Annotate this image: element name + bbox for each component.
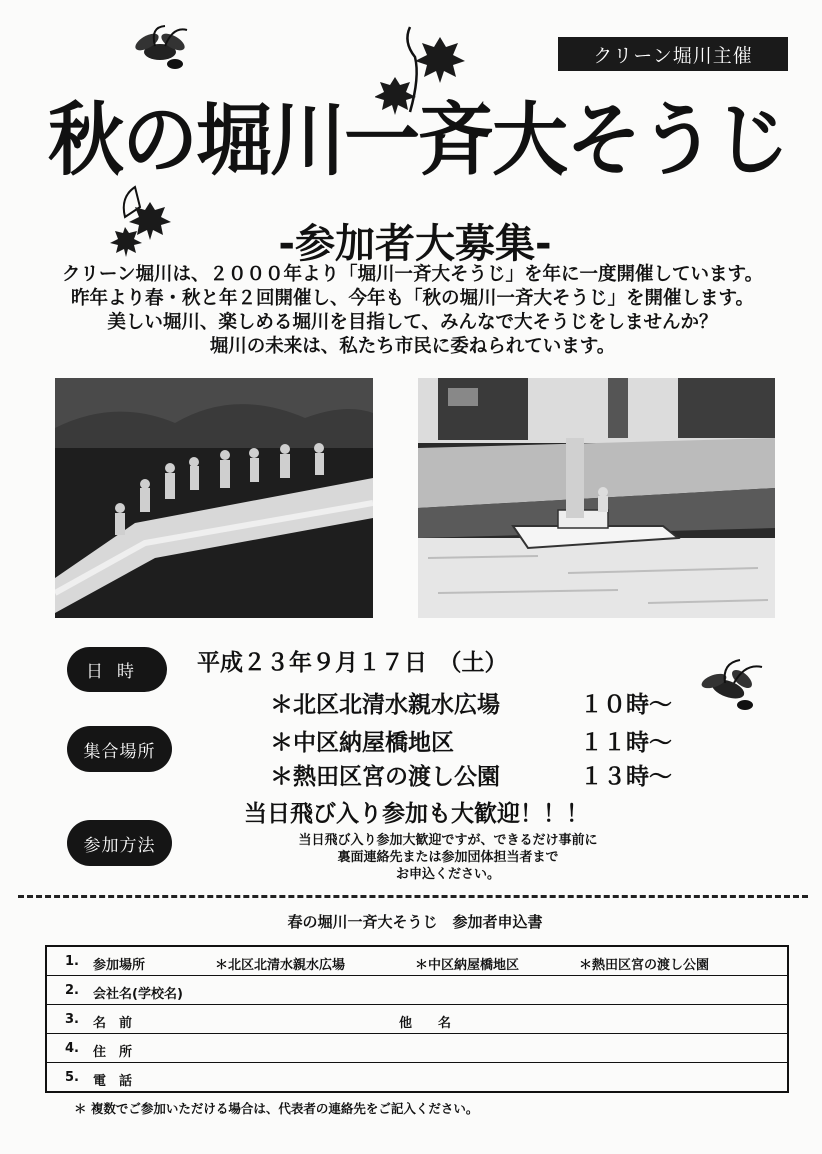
photo-river-boat — [418, 378, 775, 618]
method-note-line: 裏面連絡先または参加団体担当者まで — [337, 850, 559, 865]
intro-line: 堀川の未来は、私たち市民に委ねられています。 — [209, 336, 616, 357]
form-row-number: 3. — [65, 1012, 79, 1027]
intro-line: 美しい堀川、楽しめる堀川を目指して、みんなで大そうじをしませんか？ — [107, 312, 718, 333]
place-option[interactable]: ＊中区納屋橋地区 — [415, 958, 520, 973]
form-row-number: 1. — [65, 954, 79, 969]
venue-time: １０時～ — [580, 692, 672, 718]
form-row-name[interactable] — [47, 1005, 787, 1034]
form-row-place[interactable] — [47, 947, 787, 976]
venue-name: ＊中区納屋橋地区 — [270, 730, 454, 756]
organizer-badge: クリーン堀川主催 — [558, 37, 788, 71]
page-title: 秋の堀川一斉大そうじ — [48, 92, 788, 187]
ginkgo-maple-leaves-icon — [110, 182, 175, 262]
form-row-label: 参加場所 — [93, 958, 146, 973]
firefly-icon-right — [690, 657, 770, 717]
form-row-address[interactable] — [47, 1034, 787, 1063]
form-row-company[interactable] — [47, 976, 787, 1005]
cut-line — [18, 895, 808, 898]
method-note — [238, 832, 658, 883]
intro-line: クリーン堀川は、２０００年より「堀川一斉大そうじ」を年に一度開催しています。 — [61, 264, 764, 285]
venue-time: １１時～ — [580, 730, 672, 756]
form-row-phone[interactable] — [47, 1063, 787, 1092]
firefly-icon — [125, 22, 195, 77]
others-count-label: 他 名 — [399, 1016, 452, 1031]
form-row-label: 住 所 — [93, 1045, 133, 1060]
place-option[interactable]: ＊熱田区宮の渡し公園 — [579, 958, 710, 973]
form-row-number: 4. — [65, 1041, 79, 1056]
event-date: 平成２３年９月１７日 （土） — [197, 650, 508, 676]
form-row-label: 会社名(学校名) — [93, 987, 183, 1002]
form-row-label: 名 前 — [93, 1016, 133, 1031]
method-note-line: お申込ください。 — [395, 867, 500, 882]
place-label-pill: 集合場所 — [67, 726, 172, 772]
date-label-pill: 日時 — [67, 647, 167, 692]
venue-name: ＊熱田区宮の渡し公園 — [270, 764, 500, 790]
form-title: 春の堀川一斉大そうじ 参加者申込書 — [287, 913, 543, 931]
venue-name: ＊北区北清水親水広場 — [270, 692, 500, 718]
form-row-number: 2. — [65, 983, 79, 998]
place-option[interactable]: ＊北区北清水親水広場 — [215, 958, 346, 973]
page-subtitle: -参加者大募集- — [278, 221, 552, 267]
intro-line: 昨年より春・秋と年２回開催し、今年も「秋の堀川一斉大そうじ」を開催します。 — [70, 288, 755, 309]
method-label-pill: 参加方法 — [67, 820, 172, 866]
photo-riverbank-cleanup — [55, 378, 373, 618]
form-footnote: ＊ 複数でご参加いただける場合は、代表者の連絡先をご記入ください。 — [74, 1101, 479, 1116]
walkin-welcome: 当日飛び入り参加も大歓迎！！！ — [244, 801, 589, 827]
form-row-label: 電 話 — [93, 1074, 133, 1089]
venue-time: １３時～ — [580, 764, 672, 790]
application-form — [45, 945, 789, 1093]
intro-text — [40, 263, 785, 359]
method-note-line: 当日飛び入り参加大歓迎ですが、できるだけ事前に — [298, 833, 598, 848]
form-row-number: 5. — [65, 1070, 79, 1085]
